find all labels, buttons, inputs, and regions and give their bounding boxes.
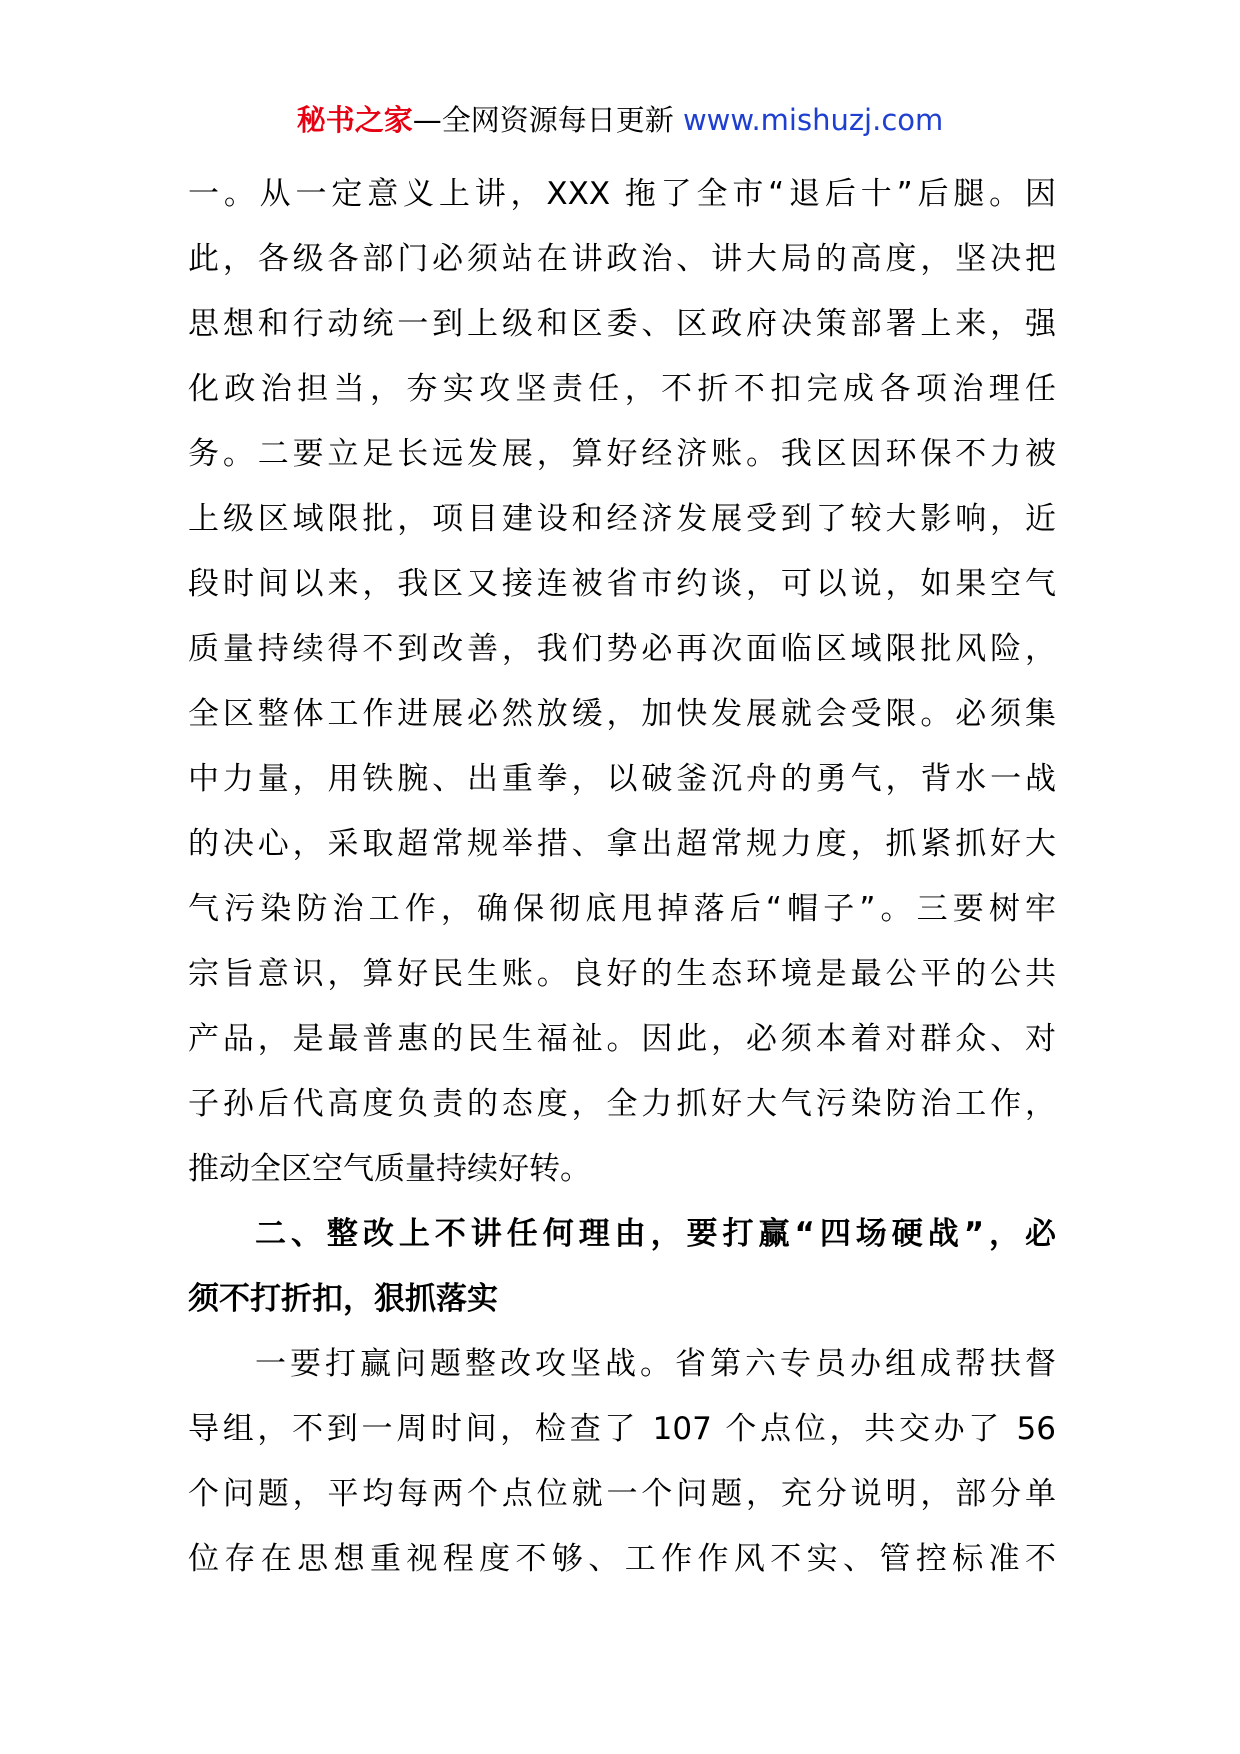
text-line: 推动全区空气质量持续好转。	[188, 1151, 591, 1187]
document-body	[188, 162, 1056, 1592]
text-line: 化政治担当，夯实攻坚责任，不折不扣完成各项治理任	[188, 371, 1056, 407]
section-heading	[188, 1202, 1056, 1332]
text-line: 子孙后代高度负责的态度，全力抓好大气污染防治工作，	[188, 1086, 1056, 1122]
site-url: www.mishuzj.com	[682, 103, 944, 137]
text-line: 宗旨意识，算好民生账。良好的生态环境是最公平的公共	[188, 956, 1056, 992]
heading-line: 二、整改上不讲任何理由，要打赢“四场硬战”，必	[255, 1216, 1056, 1252]
text-line: 一要打赢问题整改攻坚战。省第六专员办组成帮扶督	[255, 1346, 1056, 1382]
text-line: 上级区域限批，项目建设和经济发展受到了较大影响，近	[188, 501, 1056, 537]
text-line: 全区整体工作进展必然放缓，加快发展就会受限。必须集	[188, 696, 1056, 732]
text-line: 个问题，平均每两个点位就一个问题，充分说明，部分单	[188, 1476, 1056, 1512]
text-line: 一。从一定意义上讲，XXX 拖了全市“退后十”后腿。因	[188, 176, 1056, 212]
site-tagline: —全网资源每日更新	[412, 103, 683, 137]
text-line: 导组，不到一周时间，检查了 107 个点位，共交办了 56	[188, 1411, 1056, 1447]
paragraph-1	[188, 162, 1056, 1202]
text-line: 产品，是最普惠的民生福祉。因此，必须本着对群众、对	[188, 1021, 1056, 1057]
heading-line: 须不打折扣，狠抓落实	[188, 1281, 498, 1317]
text-line: 气污染防治工作，确保彻底甩掉落后“帽子”。三要树牢	[188, 891, 1056, 927]
text-line: 此，各级各部门必须站在讲政治、讲大局的高度，坚决把	[188, 241, 1056, 277]
text-line: 质量持续得不到改善，我们势必再次面临区域限批风险，	[188, 631, 1056, 667]
text-line: 中力量，用铁腕、出重拳，以破釜沉舟的勇气，背水一战	[188, 761, 1056, 797]
text-line: 的决心，采取超常规举措、拿出超常规力度，抓紧抓好大	[188, 826, 1056, 862]
site-header	[0, 100, 1240, 140]
text-line: 务。二要立足长远发展，算好经济账。我区因环保不力被	[188, 436, 1056, 472]
paragraph-2	[188, 1332, 1056, 1592]
text-line: 思想和行动统一到上级和区委、区政府决策部署上来，强	[188, 306, 1056, 342]
brand-name: 秘书之家	[296, 103, 413, 137]
text-line: 位存在思想重视程度不够、工作作风不实、管控标准不	[188, 1541, 1056, 1577]
text-line: 段时间以来，我区又接连被省市约谈，可以说，如果空气	[188, 566, 1056, 602]
